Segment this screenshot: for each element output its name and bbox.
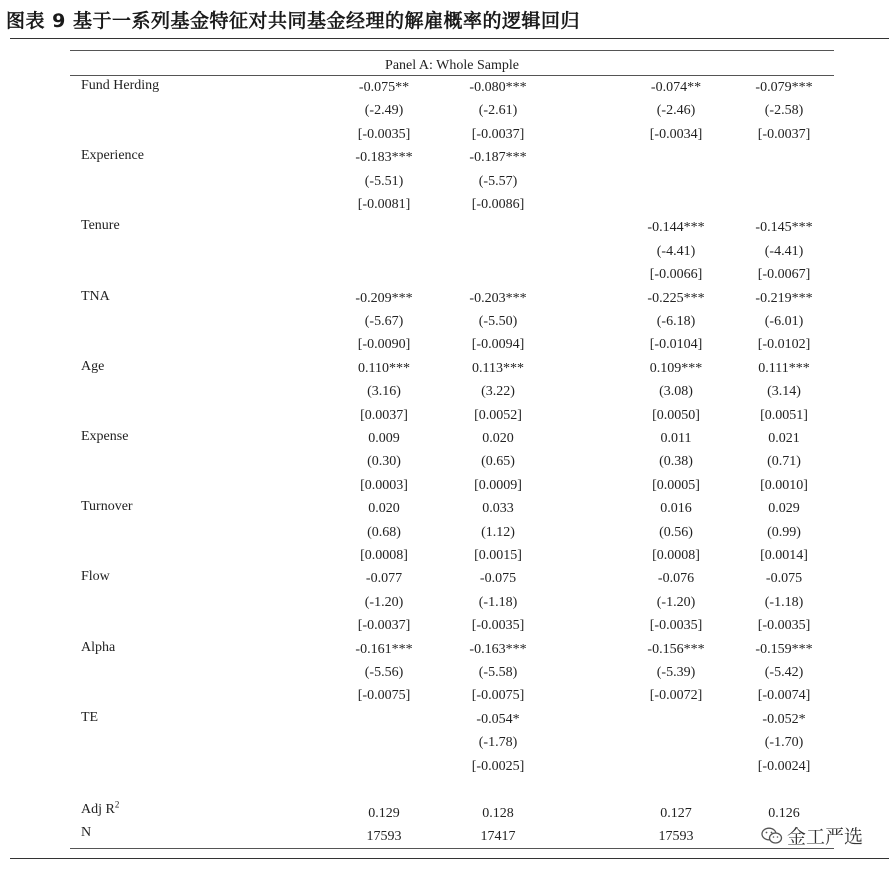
t-stat-cell: (-4.41) (764, 243, 804, 259)
row-label: Flow (81, 569, 110, 585)
marginal-effect-cell: [-0.0025] (471, 758, 525, 774)
coefficient-cell: 0.113*** (472, 360, 524, 376)
t-stat-cell: (1.12) (481, 524, 515, 540)
coefficient-cell: -0.052* (762, 711, 806, 727)
marginal-effect-cell: [-0.0104] (649, 337, 703, 353)
coefficient-cell: -0.144*** (647, 220, 705, 236)
stat-label (81, 799, 120, 818)
t-stat-cell: (-6.01) (764, 314, 804, 329)
marginal-effect-cell: [-0.0035] (757, 618, 811, 634)
marginal-effect-cell: [-0.0075] (357, 688, 411, 704)
marginal-effect-cell: [0.0014] (760, 548, 808, 563)
coefficient-cell: 0.020 (482, 431, 514, 446)
marginal-effect-cell: [-0.0034] (649, 126, 703, 142)
t-stat-cell: (-2.49) (364, 103, 404, 119)
row-label: TE (81, 709, 99, 725)
wechat-icon (761, 827, 783, 845)
row-label: Tenure (81, 218, 120, 234)
t-stat-cell: (0.99) (767, 524, 801, 540)
coefficient-cell: 0.016 (660, 501, 692, 517)
t-stat-cell: (0.30) (367, 454, 401, 470)
coefficient-cell: -0.219*** (755, 290, 813, 306)
stat-label-sup: 2 (114, 799, 120, 810)
stat-label-text: Adj R (81, 802, 115, 817)
marginal-effect-cell: [0.0051] (760, 407, 808, 423)
marginal-effect-cell: [-0.0066] (649, 267, 703, 283)
t-stat-cell: (-1.18) (764, 594, 804, 610)
t-stat-cell: (-5.57) (478, 173, 518, 189)
coefficient-cell: -0.145*** (755, 220, 813, 236)
marginal-effect-cell: [0.0008] (360, 548, 408, 563)
marginal-effect-cell: [0.0052] (474, 407, 522, 423)
t-stat-cell: (-4.41) (656, 243, 696, 259)
marginal-effect-cell: [0.0037] (360, 407, 408, 423)
stat-cell: 0.129 (368, 806, 400, 821)
coefficient-cell: -0.161*** (355, 641, 413, 657)
stat-cell: 0.127 (660, 806, 692, 821)
t-stat-cell: (-1.78) (478, 735, 518, 751)
coefficient-cell: -0.203*** (469, 290, 527, 306)
watermark (761, 822, 863, 849)
t-stat-cell: (-2.61) (478, 103, 518, 119)
coefficient-cell: -0.075** (358, 80, 410, 95)
t-stat-cell: (-1.20) (656, 594, 696, 610)
coefficient-cell: -0.156*** (647, 641, 705, 657)
coefficient-cell: -0.159*** (755, 641, 813, 657)
row-label: TNA (81, 288, 110, 304)
marginal-effect-cell: [-0.0035] (471, 618, 525, 634)
stat-label-text: N (81, 825, 92, 840)
stat-label (81, 825, 91, 841)
row-label: Age (81, 358, 105, 374)
row-label: Alpha (81, 639, 116, 655)
marginal-effect-cell: [0.0005] (652, 477, 700, 493)
stat-cell: 17593 (366, 829, 402, 844)
row-label: Expense (81, 429, 129, 444)
regression-table (70, 50, 834, 849)
coefficient-cell: 0.009 (368, 431, 400, 446)
coefficient-cell: -0.187*** (469, 150, 527, 166)
t-stat-cell: (-1.70) (764, 735, 804, 751)
coefficient-cell: -0.080*** (469, 80, 527, 95)
stat-cell: 17593 (658, 829, 694, 844)
coefficient-cell: 0.109*** (649, 360, 703, 376)
t-stat-cell: (-5.50) (478, 314, 518, 329)
coefficient-cell: -0.079*** (755, 80, 813, 95)
coefficient-cell: -0.075 (765, 571, 803, 587)
coefficient-cell: 0.020 (368, 501, 400, 517)
marginal-effect-cell: [-0.0075] (471, 688, 525, 704)
t-stat-cell: (-5.42) (764, 665, 804, 680)
marginal-effect-cell: [-0.0037] (471, 126, 525, 142)
t-stat-cell: (0.56) (659, 524, 693, 540)
marginal-effect-cell: [0.0008] (652, 548, 700, 563)
coefficient-cell: 0.033 (482, 501, 514, 517)
row-label: Turnover (81, 499, 133, 515)
title-rule (10, 38, 889, 39)
marginal-effect-cell: [0.0015] (474, 548, 522, 563)
marginal-effect-cell: [0.0010] (760, 477, 808, 493)
panel-title: Panel A: Whole Sample (70, 51, 834, 76)
t-stat-cell: (3.08) (659, 384, 693, 400)
stat-cell: 0.128 (482, 806, 514, 821)
t-stat-cell: (-5.58) (478, 665, 518, 680)
coefficient-cell: -0.209*** (355, 290, 413, 306)
marginal-effect-cell: [-0.0090] (357, 337, 411, 353)
coefficient-cell: 0.011 (660, 431, 692, 446)
marginal-effect-cell: [-0.0037] (357, 618, 411, 634)
marginal-effect-cell: [-0.0094] (471, 337, 525, 353)
marginal-effect-cell: [-0.0102] (757, 337, 811, 353)
row-label: Fund Herding (81, 78, 160, 93)
watermark-text: 金工严选 (786, 826, 863, 848)
marginal-effect-cell: [-0.0067] (757, 267, 811, 283)
row-label: Experience (81, 148, 144, 164)
coefficient-cell: -0.054* (476, 711, 520, 727)
stat-cell: 17417 (480, 829, 516, 844)
stat-cell: 0.126 (768, 806, 800, 821)
t-stat-cell: (-5.67) (364, 314, 404, 329)
coefficient-cell: -0.076 (657, 571, 695, 587)
marginal-effect-cell: [-0.0037] (757, 126, 811, 142)
figure-title: 图表 9 基于一系列基金特征对共同基金经理的解雇概率的逻辑回归 (6, 10, 580, 32)
t-stat-cell: (-1.18) (478, 594, 518, 610)
bottom-rule (10, 858, 889, 859)
t-stat-cell: (-6.18) (656, 314, 696, 329)
t-stat-cell: (0.38) (659, 454, 693, 470)
marginal-effect-cell: [0.0009] (474, 477, 522, 493)
t-stat-cell: (-5.39) (656, 665, 696, 680)
coefficient-cell: 0.021 (768, 431, 800, 446)
marginal-effect-cell: [0.0003] (360, 477, 408, 493)
coefficient-cell: -0.225*** (647, 290, 705, 306)
coefficient-cell: -0.163*** (469, 641, 527, 657)
t-stat-cell: (3.16) (367, 384, 401, 400)
t-stat-cell: (3.14) (767, 384, 801, 400)
coefficient-cell: 0.029 (768, 501, 800, 517)
coefficient-cell: -0.183*** (355, 150, 413, 166)
t-stat-cell: (0.71) (767, 454, 801, 470)
marginal-effect-cell: [-0.0072] (649, 688, 703, 704)
t-stat-cell: (3.22) (481, 384, 515, 400)
marginal-effect-cell: [-0.0035] (649, 618, 703, 634)
coefficient-cell: -0.077 (365, 571, 403, 587)
coefficient-cell: 0.110*** (358, 360, 410, 376)
t-stat-cell: (-2.46) (656, 103, 696, 119)
marginal-effect-cell: [-0.0035] (357, 126, 411, 142)
t-stat-cell: (0.68) (367, 524, 401, 540)
t-stat-cell: (-1.20) (364, 594, 404, 610)
t-stat-cell: (0.65) (481, 454, 515, 470)
marginal-effect-cell: [-0.0086] (471, 197, 525, 212)
coefficient-cell: 0.111*** (758, 360, 810, 376)
t-stat-cell: (-2.58) (764, 103, 804, 119)
marginal-effect-cell: [-0.0024] (757, 758, 811, 774)
marginal-effect-cell: [0.0050] (652, 407, 700, 423)
t-stat-cell: (-5.56) (364, 665, 404, 680)
coefficient-cell: -0.074** (650, 80, 702, 95)
t-stat-cell: (-5.51) (364, 173, 404, 189)
marginal-effect-cell: [-0.0081] (357, 197, 411, 212)
marginal-effect-cell: [-0.0074] (757, 688, 811, 704)
coefficient-cell: -0.075 (479, 571, 517, 587)
